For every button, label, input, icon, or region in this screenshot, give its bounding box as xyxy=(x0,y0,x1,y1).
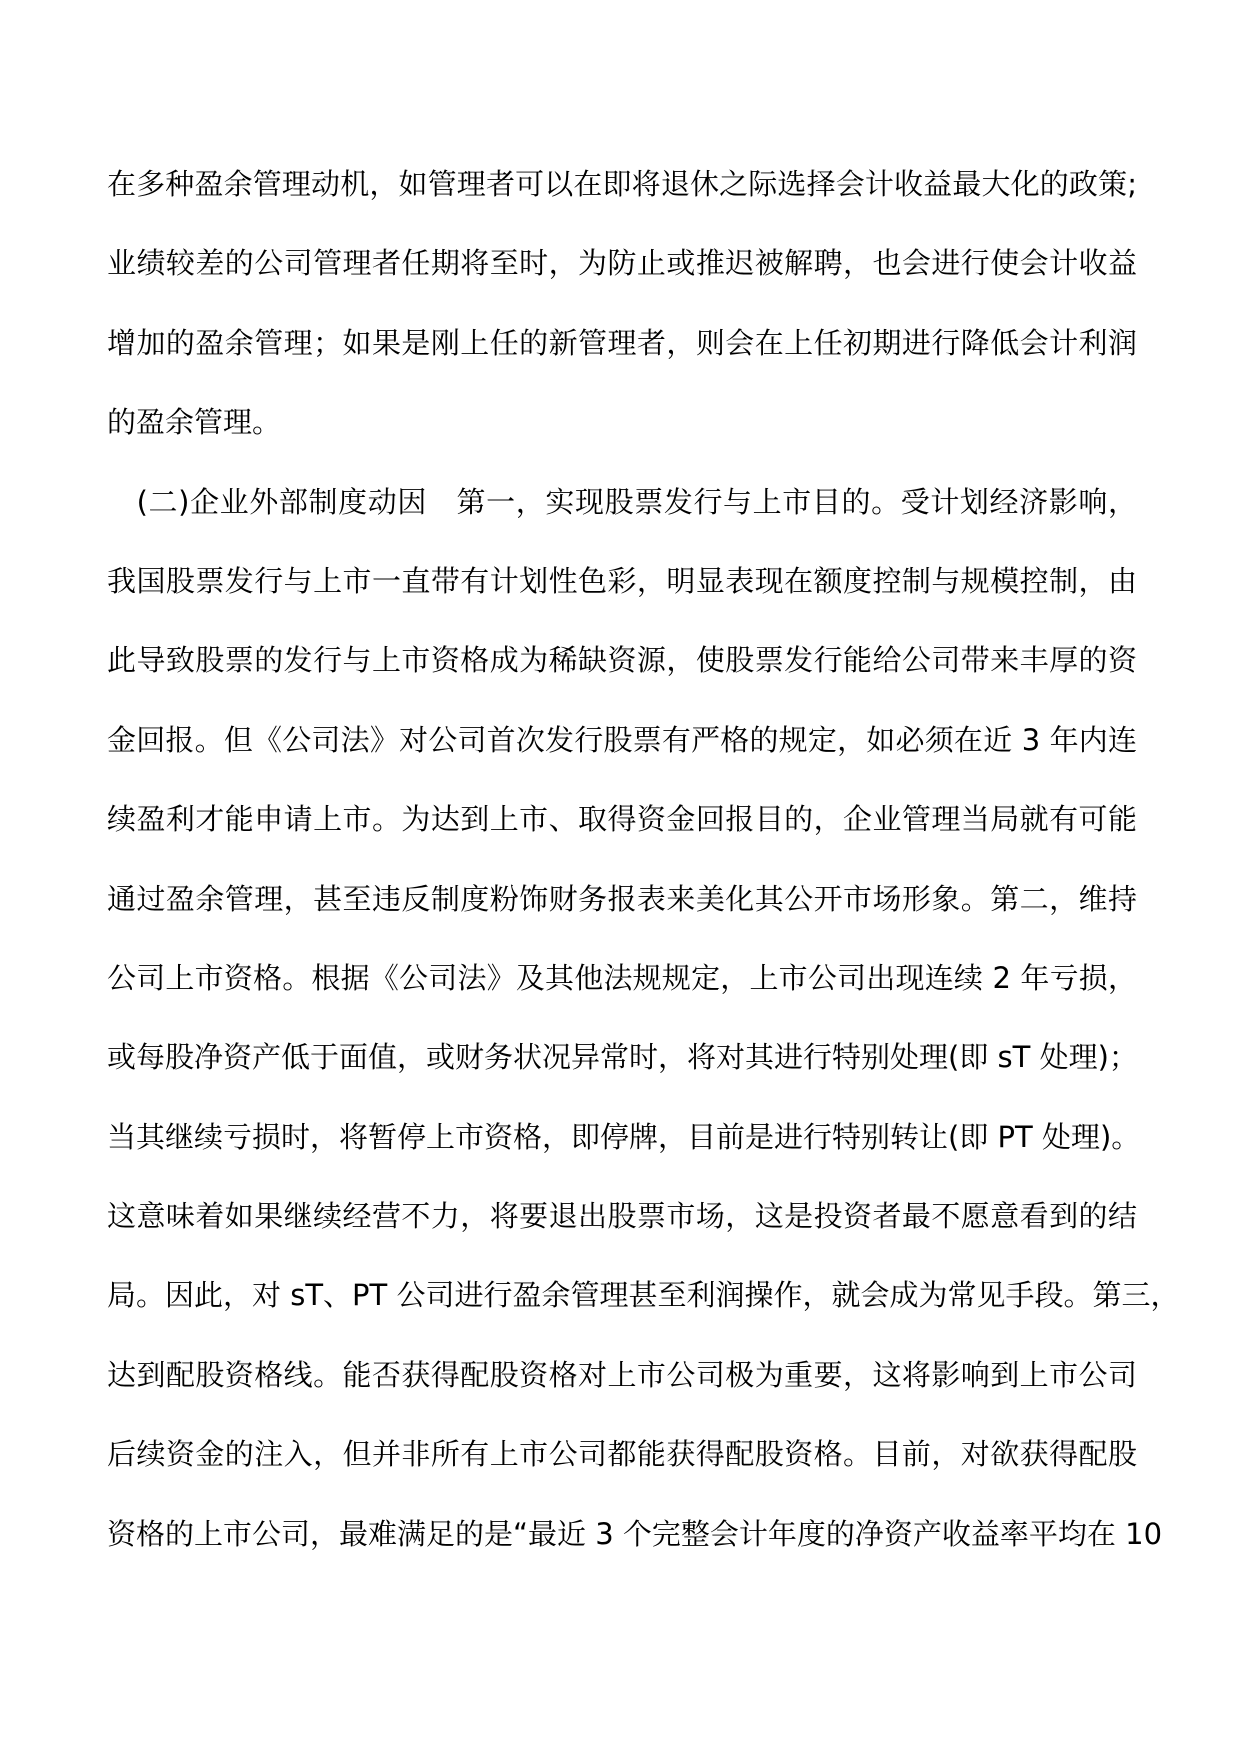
text-line: 达到配股资格线。能否获得配股资格对上市公司极为重要，这将影响到上市公司 xyxy=(107,1357,1137,1392)
text-line: 资格的上市公司，最难满足的是“最近 3 个完整会计年度的净资产收益率平均在 10 xyxy=(107,1516,1163,1551)
text-line: (二)企业外部制度动因 第一，实现股票发行与上市目的。受计划经济影响， xyxy=(107,484,1137,519)
text-line: 这意味着如果继续经营不力，将要退出股票市场，这是投资者最不愿意看到的结 xyxy=(107,1199,1137,1234)
body-text xyxy=(107,160,1180,1589)
text-line: 或每股净资产低于面值，或财务状况异常时，将对其进行特别处理(即 sT 处理)； xyxy=(107,1040,1138,1075)
text-line: 我国股票发行与上市一直带有计划性色彩，明显表现在额度控制与规模控制，由 xyxy=(107,563,1137,598)
text-line: 金回报。但《公司法》对公司首次发行股票有严格的规定，如必须在近 3 年内连 xyxy=(107,722,1137,757)
text-line: 公司上市资格。根据《公司法》及其他法规规定，上市公司出现连续 2 年亏损， xyxy=(107,960,1137,995)
text-line: 局。因此，对 sT、PT 公司进行盈余管理甚至利润操作，就会成为常见手段。第三， xyxy=(107,1278,1180,1313)
text-line: 在多种盈余管理动机，如管理者可以在即将退休之际选择会计收益最大化的政策; xyxy=(107,167,1137,201)
text-line: 后续资金的注入，但并非所有上市公司都能获得配股资格。目前，对欲获得配股 xyxy=(107,1437,1137,1472)
text-line: 当其继续亏损时，将暂停上市资格，即停牌，目前是进行特别转让(即 PT 处理)。 xyxy=(107,1119,1141,1154)
text-line: 通过盈余管理，甚至违反制度粉饰财务报表来美化其公开市场形象。第二，维持 xyxy=(107,881,1137,916)
text-line: 的盈余管理。 xyxy=(107,405,282,440)
text-line: 业绩较差的公司管理者任期将至时，为防止或推迟被解聘，也会进行使会计收益 xyxy=(107,246,1137,281)
text-line: 增加的盈余管理；如果是刚上任的新管理者，则会在上任初期进行降低会计利润 xyxy=(107,325,1137,360)
text-line: 续盈利才能申请上市。为达到上市、取得资金回报目的，企业管理当局就有可能 xyxy=(107,802,1137,837)
text-line: 此导致股票的发行与上市资格成为稀缺资源，使股票发行能给公司带来丰厚的资 xyxy=(107,643,1137,678)
